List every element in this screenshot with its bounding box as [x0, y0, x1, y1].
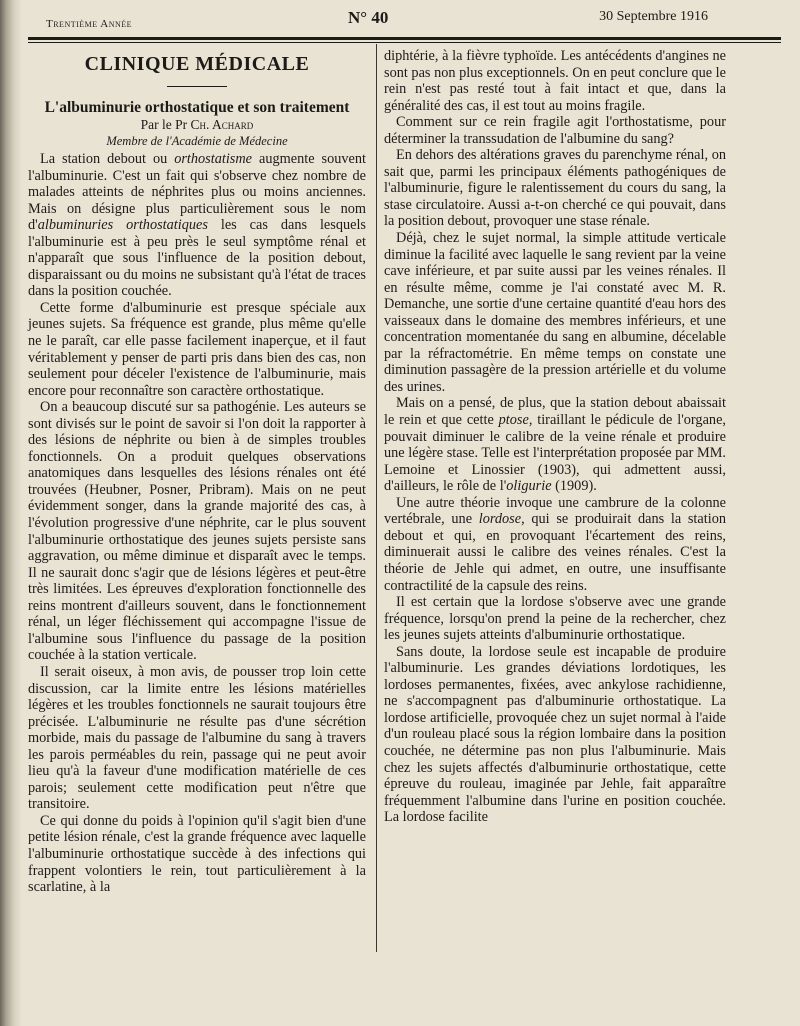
- emphasis: ptose: [498, 412, 529, 429]
- paragraph: Une autre théorie invoque une cambrure de la colonne vertébrale, une lordose, qui se produirait dans la station debout et qui, en provoquant l'écartement des reins, diminuerait aussi le calibre des veines rénales. C'est la théorie de Jehle qui admet, en outre, une insuffisante contractilité de la capsule des reins.: [384, 494, 726, 594]
- issue-number: N° 40: [348, 8, 389, 27]
- paragraph: Sans doute, la lordose seule est incapable de produire l'albuminurie. Les grandes déviations lordotiques, les lordoses permanentes, fixées, avec ankylose rachidienne, ne s'accompagnent pas d'albuminurie orthostatique. La lordose artificielle, provoquée chez un sujet normal à l'aide d'un rouleau placé sous la région lombaire dans la position couchée, ne détermine pas non plus l'albuminurie. Mais chez les sujets affectés d'albuminurie orthostatique, cette épreuve du rouleau, imaginée par Jehle, fait apparaître fréquemment l'albumine dans l'urine en position couchée. La lordose facilite: [384, 643, 726, 826]
- paragraph: Mais on a pensé, de plus, que la station debout abaissait le rein et que cette ptose, tiraillant le pédicule de l'organe, pouvait diminuer le calibre de la veine rénale et produire une légère stase. Telle est l'interprétation proposée par MM. Lemoine et Linossier (1903), qui admettent aussi, d'ailleurs, le rôle de l'oligurie (1909).: [384, 395, 726, 495]
- article-title: L'albuminurie orthostatique et son traitement: [44, 99, 350, 116]
- paragraph: Déjà, chez le sujet normal, la simple attitude verticale diminue la facilité avec laquelle le sang revient par la veine cave inférieure, et par suite aussi par les veines rénales. Il en résulte même, comme je l'ai constaté avec M. R. Demanche, une sortie d'une certaine quantité d'eau hors des vaisseaux dans le domaine des membres inférieurs, et une concentration momentanée du sang en albumine, décelable par la réfractométrie. En même temps on constate une diminution passagère de la pression artérielle et du volume des urines.: [384, 230, 726, 395]
- header-rule-thick: [28, 37, 781, 40]
- title-rule: [167, 86, 227, 87]
- paragraph: diphtérie, à la fièvre typhoïde. Les antécédents d'angines ne sont pas non plus exceptionnels. On en peut conclure que le rein n'est pas resté tout à fait intact et que, dans la généralité des cas, il est tout au moins fragile.: [384, 48, 726, 114]
- binding-edge: [0, 0, 22, 1026]
- paragraph: On a beaucoup discuté sur sa pathogénie. Les auteurs se sont divisés sur le point de savoir si l'on doit la rapporter à des lésions de néphrite ou bien à de simples troubles fonctionnels. On a produit quelques observations anatomiques dans lesquelles des lésions rénales ont été trouvées (Heubner, Posner, Pribram). Mais on ne peut évidemment songer, dans la grande majorité des cas, à l'évolution progressive d'une néphrite, car le plus souvent l'albuminurie orthostatique des jeunes sujets persiste sans aggravation, ou même diminue et disparaît avec le temps. Il ne saurait donc s'agir que de lésions légères et peut-être très limitées. Les épreuves d'exploration fonctionnelle des reins montrent d'ailleurs souvent, dans le fonctionnement rénal, un léger fléchissement qui accompagne l'issue de l'albumine sous l'influence du passage de la position couchée à la station verticale.: [28, 399, 366, 664]
- paragraph: En dehors des altérations graves du parenchyme rénal, on sait que, parmi les principaux éléments pathogéniques de l'albuminurie, figure le ralentissement du cours du sang, la stase circulatoire. Aussi a-t-on cherché ce qui pouvait, dans la position debout, provoquer une stase rénale.: [384, 147, 726, 230]
- running-header-year: Trentième Année: [46, 18, 133, 30]
- paragraph: Comment sur ce rein fragile agit l'orthostatisme, pour déterminer la transsudation de l'albumine du sang?: [384, 114, 726, 147]
- issue-date: 30 Septembre 1916: [599, 9, 708, 24]
- paragraph: Il est certain que la lordose s'observe avec une grande fréquence, lorsqu'on prend la peine de la rechercher, chez les jeunes sujets atteints d'albuminurie orthostatique.: [384, 594, 726, 644]
- author-affiliation: Membre de l'Académie de Médecine: [106, 134, 288, 148]
- paragraph: Il serait oiseux, à mon avis, de pousser trop loin cette discussion, car la limite entre les lésions matérielles légères et les troubles fonctionnels ne saurait toujours être précisée. L'albuminurie ne résulte pas d'une sécrétion morbide, mais du passage de l'albumine du sang à travers les parois perméables du rein, passage qui ne peut avoir lieu qu'à la faveur d'une modification matérielle de ces parois; seulement cette modification peut n'être que transitoire.: [28, 663, 366, 813]
- paragraph: La station debout ou orthostatisme augmente souvent l'albuminurie. C'est un fait qui s'observe chez nombre de malades atteints de néphrites plus ou moins anciennes. Mais on désigne plus particulièrement sous le nom d'albuminuries orthostatiques les cas dans lesquels l'albuminurie est à peu près le seul symptôme rénal et n'apparaît que sous l'influence de la position debout, disparaissant ou du moins ne subsistant qu'à l'état de traces dans la position couchée.: [28, 151, 366, 300]
- column-separator: [376, 44, 377, 952]
- section-title: CLINIQUE MÉDICALE: [84, 53, 310, 75]
- article-author: [28, 117, 366, 133]
- emphasis: oligurie: [506, 478, 552, 495]
- left-column: [28, 48, 366, 896]
- paragraph: Cette forme d'albuminurie est presque spéciale aux jeunes sujets. Sa fréquence est grande, plus même qu'elle ne le paraît, car elle passe facilement inaperçue, et il faut véritablement y penser de parti pris dans bien des cas, non seulement pour déceler l'existence de l'albuminurie, mais encore pour reconnaître son caractère orthostatique.: [28, 299, 366, 399]
- emphasis: lordose: [478, 511, 522, 528]
- author-name: Ch. Achard: [190, 117, 254, 132]
- emphasis: orthostatisme: [174, 151, 253, 167]
- right-column: [384, 48, 726, 826]
- paragraph: Ce qui donne du poids à l'opinion qu'il s'agit bien d'une petite lésion rénale, c'est la grande fréquence avec laquelle l'albuminurie orthostatique succède à des infections qui frappent volontiers le rein, tout particulièrement à la scarlatine, à la: [28, 812, 366, 896]
- header-rule-thin: [28, 42, 781, 43]
- author-prefix: Par le Pr: [140, 117, 188, 132]
- emphasis: albuminuries orthostatiques: [37, 217, 208, 234]
